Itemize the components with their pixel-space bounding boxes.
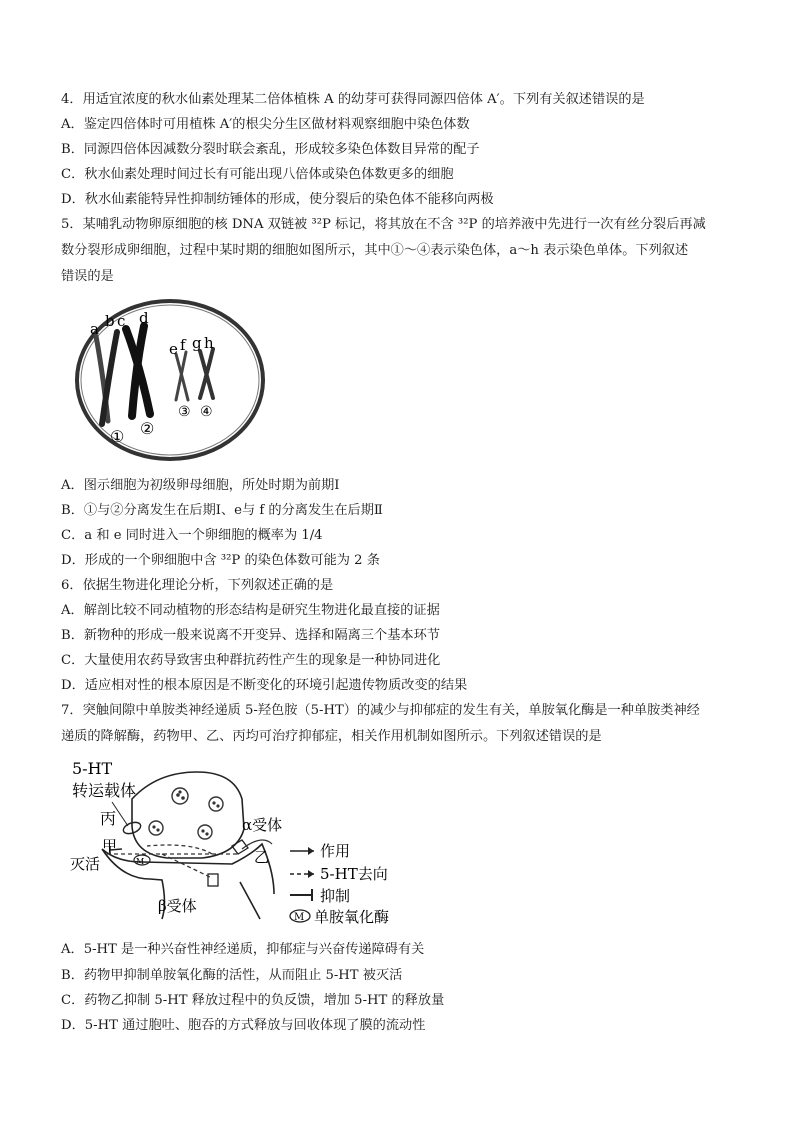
label-f: f <box>180 336 186 354</box>
label-bing: 丙 <box>100 809 117 828</box>
legend-inhibit: 抑制 <box>320 887 351 905</box>
chromosome-2 <box>126 326 150 416</box>
chromosome-figure <box>70 296 270 464</box>
label-mieh: 灭活 <box>70 855 101 873</box>
label-1: ① <box>110 427 125 446</box>
label-c: c <box>117 312 126 330</box>
label-a: a <box>90 320 99 338</box>
label-b: b <box>105 312 115 330</box>
label-g: g <box>192 334 202 352</box>
label-2: ② <box>140 419 155 438</box>
label-5ht: 5-HT <box>72 759 113 778</box>
label-m: M <box>136 857 145 866</box>
label-h: h <box>204 334 214 352</box>
legend-action: 作用 <box>320 842 351 860</box>
label-jia: 甲 <box>102 837 118 855</box>
label-d: d <box>139 309 149 327</box>
label-alpha: α受体 <box>242 816 283 834</box>
chromosome-4 <box>200 349 213 398</box>
legend-mao: 单胺氧化酶 <box>314 908 390 926</box>
label-yi: 乙 <box>254 848 270 866</box>
vesicles <box>149 788 223 839</box>
chromosome-1 <box>96 332 117 424</box>
label-3: ③ <box>178 404 191 420</box>
label-beta: β受体 <box>158 897 197 915</box>
legend-5ht-direction: 5-HT去向 <box>320 865 388 883</box>
label-e: e <box>169 340 178 358</box>
legend <box>290 842 389 926</box>
label-transporter: 转运载体 <box>72 781 137 800</box>
synapse-figure <box>62 754 412 926</box>
label-4: ④ <box>200 404 213 420</box>
legend-m-symbol: M <box>294 912 305 923</box>
chromosome-3 <box>176 352 188 400</box>
